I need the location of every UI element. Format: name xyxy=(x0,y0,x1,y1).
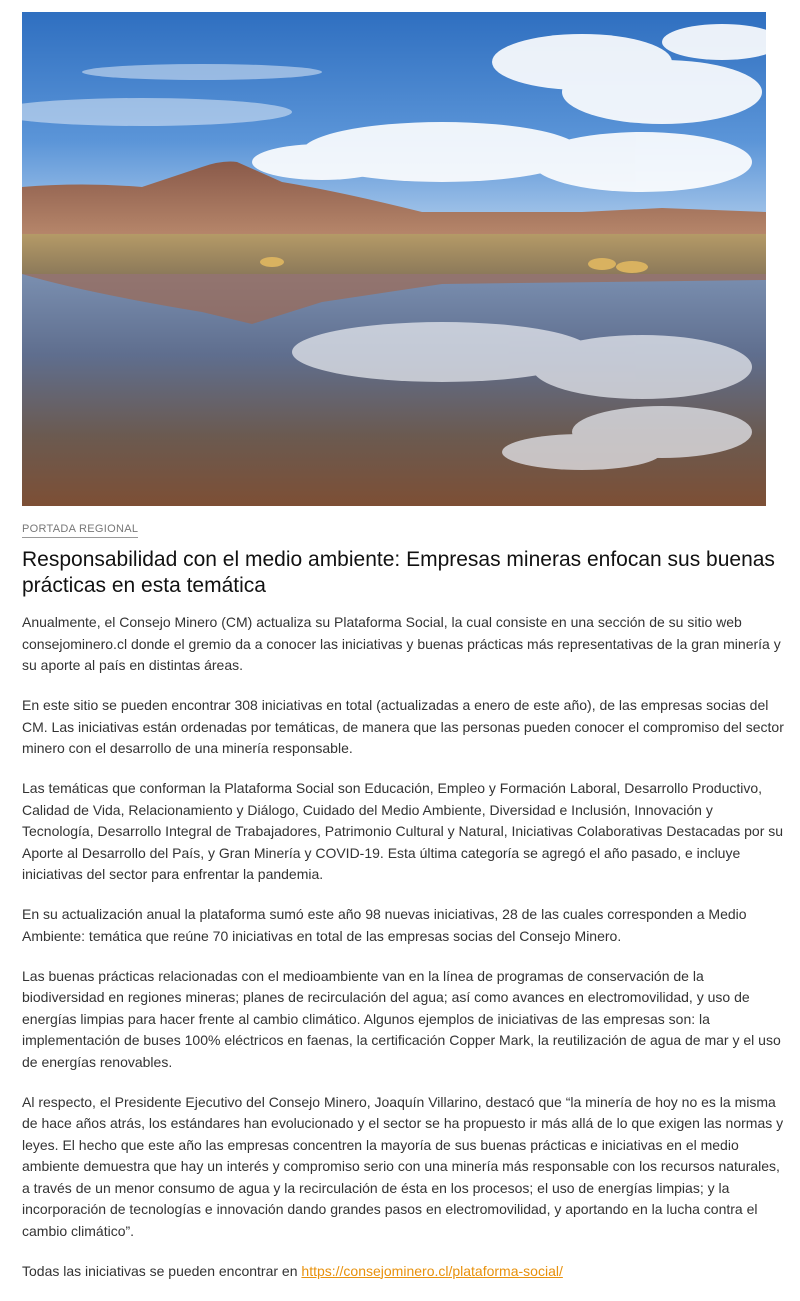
article-paragraph: Las buenas prácticas relacionadas con el medioambiente van en la línea de programas de conservación de la biodiversidad en regiones mineras; planes de recirculación del agua; así como avances en electromovilidad, y uso de energías limpias para hacer frente al cambio climático. Algunos ejemplos de iniciativas de las empresas son: la implementación de buses 100% eléctricos en faenas, la certificación Copper Mark, la reutilización de agua de mar y el uso de energías renovables. xyxy=(22,967,781,1070)
article-paragraph: En su actualización anual la plataforma sumó este año 98 nuevas iniciativas, 28 de las cuales corresponden a Medio Ambiente: temática que reúne 70 iniciativas en total de las empresas socias del Consejo Minero. xyxy=(22,906,747,944)
hero-image xyxy=(22,12,766,506)
last-paragraph-text: Todas las iniciativas se pueden encontrar en xyxy=(22,1262,302,1279)
article-paragraph: Anualmente, el Consejo Minero (CM) actualiza su Plataforma Social, la cual consiste en una sección de su sitio web consejominero.cl donde el gremio da a conocer las iniciativas y buenas prácticas más representativas de la gran minería y su aporte al país en distintas áreas. xyxy=(22,614,781,673)
article-paragraph: Las temáticas que conforman la Plataforma Social son Educación, Empleo y Formación Laboral, Desarrollo Productivo, Calidad de Vida, Relacionamiento y Diálogo, Cuidado del Medio Ambiente, Diversidad e Inclusión, Innovación y Tecnología, Desarrollo Integral de Trabajadores, Patrimonio Cultural y Natural, Iniciativas Colaborativas Destacadas por su Aporte al Desarrollo del País, y Gran Minería y COVID-19. Esta última categoría se agregó el año pasado, e incluye iniciativas del sector para enfrentar la pandemia. xyxy=(22,780,784,882)
article-paragraph-last xyxy=(22,1261,788,1283)
article-body xyxy=(22,612,788,1301)
article-paragraph: En este sitio se pueden encontrar 308 iniciativas en total (actualizadas a enero de este año), de las empresas socias del CM. Las iniciativas están ordenadas por temáticas, de manera que las personas pueden conocer el compromiso del sector minero con el desarrollo de una minería responsable. xyxy=(22,697,784,756)
article-title: Responsabilidad con el medio ambiente: Empresas mineras enfocan sus buenas prácticas en esta temática xyxy=(22,548,775,597)
plataforma-social-link[interactable]: https://consejominero.cl/plataforma-social/ xyxy=(301,1262,563,1279)
category-tag[interactable]: PORTADA REGIONAL xyxy=(22,523,138,538)
article-paragraph: Al respecto, el Presidente Ejecutivo del Consejo Minero, Joaquín Villarino, destacó que “la minería de hoy no es la misma de hace años atrás, los estándares han evolucionado y el sector se ha propuesto ir más allá de lo que exigen las normas y leyes. El hecho que este año las empresas concentren la mayoría de sus buenas prácticas e iniciativas en el medio ambiente demuestra que hay un interés y compromiso serio con una minería más responsable con los recursos naturales, a través de un menor consumo de agua y la recirculación de ésta en los procesos; el uso de energías limpias; y la incorporación de tecnologías e innovación dando grandes pasos en electromovilidad, y aportando en la lucha contra el cambio climático”. xyxy=(22,1093,784,1239)
